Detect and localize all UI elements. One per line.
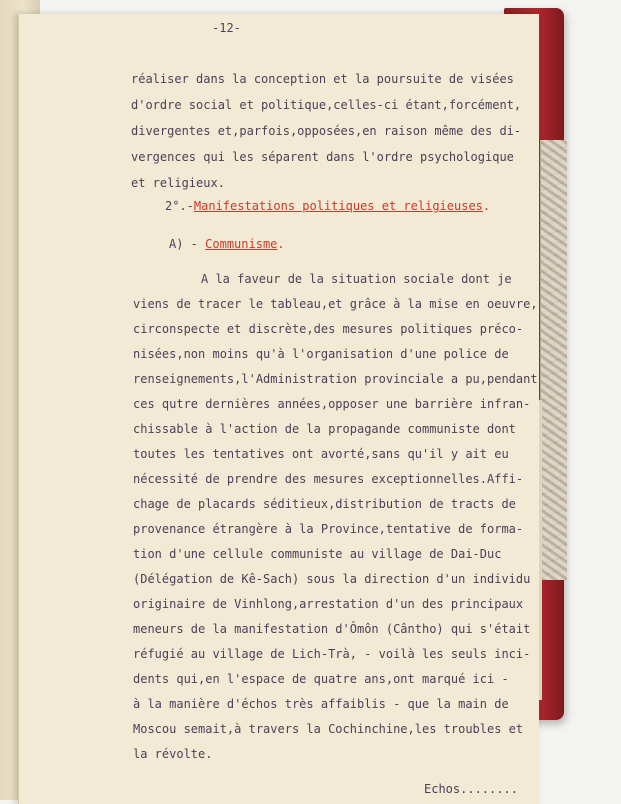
- paragraph-line: provenance étrangère à la Province,tentative de forma-: [133, 522, 524, 536]
- paragraph-line: nécessité de prendre des mesures exceptionnelles.Affi-: [133, 472, 524, 486]
- text-line: vergences qui les séparent dans l'ordre psychologique: [131, 150, 514, 164]
- paragraph-line: tion d'une cellule communiste au village de Dai-Duc: [133, 547, 502, 561]
- paragraph-line: meneurs de la manifestation d'Ômôn (Cântho) qui s'était: [133, 622, 531, 636]
- paragraph-line: A la faveur de la situation sociale dont je: [201, 272, 512, 286]
- paragraph-line: chage de placards séditieux,distribution de tracts de: [133, 497, 516, 511]
- paragraph-line: à la manière d'échos très affaiblis - que la main de: [133, 697, 509, 711]
- paragraph-line: (Délégation de Kê-Sach) sous la direction d'un individu: [133, 572, 531, 586]
- subsection-title-end: .: [277, 237, 285, 251]
- paragraph-line: nisées,non moins qu'à l'organisation d'une police de: [133, 347, 509, 361]
- paragraph-line: la révolte.: [133, 747, 213, 761]
- typed-page: [18, 14, 539, 804]
- paragraph-line: réfugié au village de Lich-Trà, - voilà les seuls inci-: [133, 647, 531, 661]
- paragraph-line: Moscou semait,à travers la Cochinchine,les troubles et: [133, 722, 524, 736]
- paragraph-line: originaire de Vinhlong,arrestation d'un des principaux: [133, 597, 524, 611]
- text-line: et religieux.: [131, 176, 225, 190]
- paragraph-line: circonspecte et discrète,des mesures politiques préco-: [133, 322, 524, 336]
- subsection-prefix: A) -: [169, 237, 198, 251]
- text-line: réaliser dans la conception et la poursuite de visées: [131, 72, 514, 86]
- section-title: Manifestations politiques et religieuses: [193, 199, 483, 213]
- paragraph-line: chissable à l'action de la propagande communiste dont: [133, 422, 516, 436]
- text-line: d'ordre social et politique,celles-ci étant,forcément,: [131, 98, 522, 112]
- paragraph-line: viens de tracer le tableau,et grâce à la mise en oeuvre,: [133, 297, 538, 311]
- subsection-title: Communisme: [205, 237, 278, 251]
- section-number: 2°.-: [165, 199, 194, 213]
- marbled-edge: [540, 140, 567, 580]
- paragraph-line: ces qutre dernières années,opposer une barrière infran-: [133, 397, 531, 411]
- paragraph-line: dents qui,en l'espace de quatre ans,ont marqué ici -: [133, 672, 509, 686]
- paragraph-line: toutes les tentatives ont avorté,sans qu'il y ait eu: [133, 447, 509, 461]
- text-line: divergentes et,parfois,opposées,en raison même des di-: [131, 124, 522, 138]
- catchword: Echos........: [424, 782, 518, 796]
- section-title-end: .: [482, 199, 491, 213]
- section-heading: [165, 199, 490, 213]
- paragraph-line: renseignements,l'Administration provinciale a pu,pendant: [133, 372, 538, 386]
- page-number: -12-: [212, 21, 241, 35]
- subsection-heading: [169, 237, 285, 251]
